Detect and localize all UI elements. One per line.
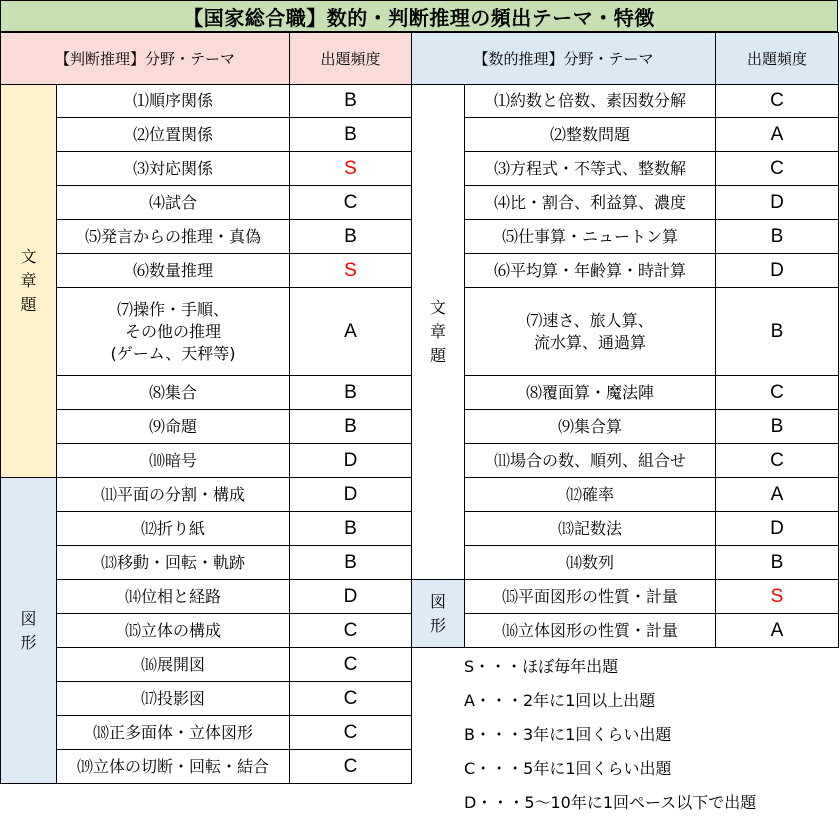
legend-item: B・・・3年に1回くらい出題 xyxy=(464,725,672,744)
theme-cell xyxy=(57,220,290,254)
theme-text: (ゲーム、天秤等) xyxy=(110,343,236,363)
header-frequency: 出題頻度 xyxy=(290,33,412,85)
frequency-cell: D xyxy=(290,444,412,478)
theme-text: ⑻集合 xyxy=(149,382,198,402)
table-row xyxy=(412,118,839,152)
theme-text: ⑺速さ、旅人算、 xyxy=(526,310,654,330)
theme-text: ⒀記数法 xyxy=(558,518,623,538)
table-row xyxy=(412,546,839,580)
theme-cell xyxy=(465,478,716,512)
theme-text: ⒆立体の切断・回転・結合 xyxy=(77,756,270,776)
frequency-cell: A xyxy=(716,478,839,512)
table-row xyxy=(412,444,839,478)
table-row xyxy=(412,220,839,254)
legend-item: A・・・2年に1回以上出題 xyxy=(464,691,656,710)
table-row xyxy=(412,614,839,648)
table-row xyxy=(412,254,839,288)
theme-cell xyxy=(57,410,290,444)
judgment-reasoning-table xyxy=(0,32,412,784)
category-char: 章 xyxy=(20,271,37,290)
theme-cell xyxy=(57,716,290,750)
table-row xyxy=(412,85,839,118)
frequency-cell: C xyxy=(716,152,839,186)
theme-text: ⒃展開図 xyxy=(141,654,206,674)
theme-cell xyxy=(57,444,290,478)
theme-cell xyxy=(57,546,290,580)
table-row xyxy=(412,478,839,512)
frequency-cell: C xyxy=(716,376,839,410)
page-title: 【国家総合職】数的・判断推理の頻出テーマ・特徴 xyxy=(0,0,838,32)
theme-text: ⑷試合 xyxy=(149,192,198,212)
frequency-cell: B xyxy=(290,376,412,410)
theme-text: 流水算、通過算 xyxy=(534,332,647,352)
theme-cell xyxy=(57,750,290,784)
theme-text: ⑹数量推理 xyxy=(133,260,214,280)
theme-text: ⒂平面図形の性質・計量 xyxy=(502,586,679,606)
table-row xyxy=(1,478,412,512)
category-char: 形 xyxy=(20,632,37,652)
frequency-cell: B xyxy=(290,410,412,444)
theme-cell xyxy=(465,580,716,614)
table-row xyxy=(1,614,412,648)
table-row xyxy=(412,376,839,410)
category-label xyxy=(412,85,465,580)
theme-text: ⑵位置関係 xyxy=(133,124,214,144)
frequency-cell: B xyxy=(716,220,839,254)
frequency-cell: D xyxy=(290,580,412,614)
category-char: 形 xyxy=(429,615,446,635)
frequency-cell: B xyxy=(290,85,412,118)
frequency-cell: C xyxy=(290,648,412,682)
table-row xyxy=(412,410,839,444)
table-row xyxy=(1,648,412,682)
theme-text: ⒂立体の構成 xyxy=(125,620,222,640)
header-row xyxy=(412,33,839,85)
theme-cell xyxy=(57,376,290,410)
theme-cell xyxy=(465,410,716,444)
theme-cell xyxy=(465,444,716,478)
theme-cell xyxy=(465,85,716,118)
table-row xyxy=(412,288,839,376)
theme-text: ⒁位相と経路 xyxy=(125,586,222,606)
legend-item: D・・・5～10年に1回ペース以下で出題 xyxy=(464,793,757,812)
theme-text: ⑺操作・手順、 xyxy=(117,299,230,319)
theme-cell xyxy=(465,614,716,648)
numerical-reasoning-table xyxy=(411,32,839,648)
theme-cell xyxy=(465,512,716,546)
category-char: 題 xyxy=(20,295,37,314)
theme-text: ⑴約数と倍数、素因数分解 xyxy=(494,91,687,110)
theme-text: ⑸発言からの推理・真偽 xyxy=(85,226,262,246)
table-row xyxy=(1,512,412,546)
theme-text: ⑹平均算・年齢算・時計算 xyxy=(494,260,687,280)
theme-cell xyxy=(465,220,716,254)
category-char: 図 xyxy=(20,608,37,628)
category-char: 文 xyxy=(429,298,446,317)
theme-cell xyxy=(57,85,290,118)
theme-text: ⑶方程式・不等式、整数解 xyxy=(494,158,687,178)
theme-text: ⒀移動・回転・軌跡 xyxy=(101,552,246,572)
frequency-cell: C xyxy=(716,85,839,118)
frequency-cell: S xyxy=(290,254,412,288)
theme-cell xyxy=(465,152,716,186)
legend-item: C・・・5年に1回くらい出題 xyxy=(464,759,672,778)
theme-text: ⒃立体図形の性質・計量 xyxy=(502,620,679,640)
theme-text: ⑴順序関係 xyxy=(133,91,214,110)
frequency-cell: A xyxy=(716,614,839,648)
frequency-cell: C xyxy=(290,186,412,220)
table-row xyxy=(412,580,839,614)
theme-cell xyxy=(465,254,716,288)
frequency-cell: D xyxy=(716,186,839,220)
theme-cell xyxy=(57,648,290,682)
table-row xyxy=(1,444,412,478)
frequency-cell: D xyxy=(290,478,412,512)
theme-cell xyxy=(57,186,290,220)
table-row xyxy=(412,186,839,220)
frequency-cell: D xyxy=(716,254,839,288)
theme-text: ⑿確率 xyxy=(566,484,615,504)
table-row xyxy=(1,152,412,186)
table-row xyxy=(1,750,412,784)
theme-text: ⒁数列 xyxy=(566,552,615,572)
frequency-cell: A xyxy=(716,118,839,152)
frequency-cell: S xyxy=(290,152,412,186)
table-row xyxy=(1,376,412,410)
frequency-cell: D xyxy=(716,512,839,546)
theme-text: ⑾平面の分割・構成 xyxy=(101,484,246,504)
frequency-cell: B xyxy=(290,220,412,254)
table-row xyxy=(412,512,839,546)
frequency-cell: C xyxy=(716,444,839,478)
theme-cell xyxy=(465,118,716,152)
theme-text: ⑵整数問題 xyxy=(550,124,631,144)
table-row xyxy=(1,682,412,716)
frequency-legend xyxy=(464,650,756,820)
table-row xyxy=(1,254,412,288)
table-row xyxy=(1,220,412,254)
frequency-cell: C xyxy=(290,750,412,784)
theme-cell xyxy=(57,288,290,376)
category-label xyxy=(1,478,57,784)
frequency-cell: A xyxy=(290,288,412,376)
table-row xyxy=(1,716,412,750)
table-row xyxy=(1,410,412,444)
frequency-cell: C xyxy=(290,716,412,750)
header-row xyxy=(1,33,412,85)
theme-cell xyxy=(57,580,290,614)
category-char: 図 xyxy=(429,591,446,611)
table-row xyxy=(1,580,412,614)
theme-cell xyxy=(57,478,290,512)
category-char: 章 xyxy=(429,322,446,341)
theme-cell xyxy=(465,288,716,376)
table-row xyxy=(412,152,839,186)
theme-cell xyxy=(57,254,290,288)
frequency-cell: B xyxy=(290,546,412,580)
legend-item: S・・・ほぼ毎年出題 xyxy=(464,657,619,676)
category-char: 文 xyxy=(20,247,37,266)
frequency-cell: B xyxy=(716,410,839,444)
theme-cell xyxy=(465,376,716,410)
theme-cell xyxy=(57,682,290,716)
theme-cell xyxy=(57,614,290,648)
theme-cell xyxy=(57,118,290,152)
category-label xyxy=(412,580,465,648)
frequency-cell: C xyxy=(290,682,412,716)
theme-text: ⑿折り紙 xyxy=(141,518,206,538)
theme-text: ⑾場合の数、順列、組合せ xyxy=(494,450,687,470)
theme-text: ⑷比・割合、利益算、濃度 xyxy=(494,192,687,212)
table-row xyxy=(1,85,412,118)
frequency-cell: B xyxy=(716,546,839,580)
theme-cell xyxy=(57,152,290,186)
theme-cell xyxy=(465,546,716,580)
theme-cell xyxy=(57,512,290,546)
theme-text: ⑼命題 xyxy=(149,416,198,436)
frequency-cell: B xyxy=(290,512,412,546)
header-frequency: 出題頻度 xyxy=(716,33,839,85)
theme-text: ⑸仕事算・ニュートン算 xyxy=(502,226,679,246)
table-row xyxy=(1,546,412,580)
header-theme: 【数的推理】分野・テーマ xyxy=(412,33,716,85)
theme-cell xyxy=(465,186,716,220)
theme-text: ⒄投影図 xyxy=(141,688,206,708)
table-row xyxy=(1,118,412,152)
theme-text: ⒅正多面体・立体図形 xyxy=(93,722,254,742)
theme-text: ⑽暗号 xyxy=(149,450,198,470)
theme-text: その他の推理 xyxy=(125,321,222,341)
theme-text: ⑼集合算 xyxy=(558,416,623,436)
frequency-cell: S xyxy=(716,580,839,614)
frequency-cell: C xyxy=(290,614,412,648)
theme-text: ⑶対応関係 xyxy=(133,158,214,178)
header-theme: 【判断推理】分野・テーマ xyxy=(1,33,290,85)
theme-text: ⑻覆面算・魔法陣 xyxy=(526,382,655,402)
table-row xyxy=(1,288,412,376)
table-row xyxy=(1,186,412,220)
category-char: 題 xyxy=(429,346,446,365)
frequency-cell: B xyxy=(716,288,839,376)
frequency-cell: B xyxy=(290,118,412,152)
category-label xyxy=(1,85,57,478)
